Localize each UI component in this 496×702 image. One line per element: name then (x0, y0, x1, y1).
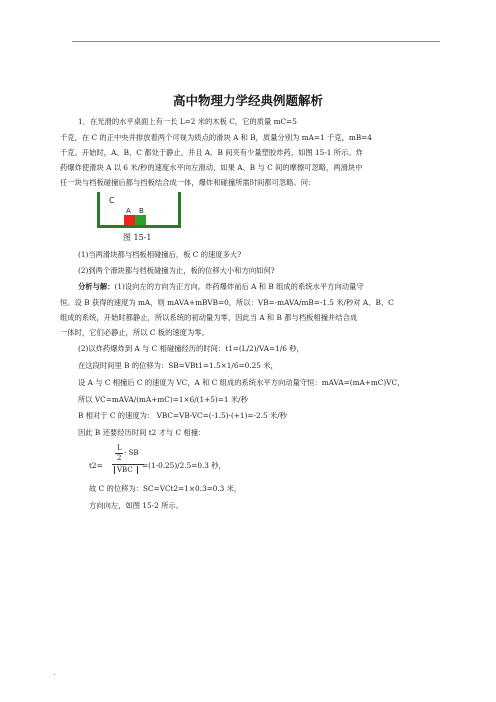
analysis-line-10: 因此 B 还要经历时间 t2 才与 C 相撞： (78, 428, 206, 437)
analysis-line-3: 组成的系统，开始时都静止，所以系统的初动量为零，因此当 A 和 B 都与档板相撞并结合成 (60, 313, 358, 322)
analysis-line-7: 设 A 与 C 相撞后 C 的速度为 VC，A 和 C 组成的系统水平方向动量守恒：mAVA=(mA+mC)VC， (78, 378, 405, 387)
frac-main-bar (112, 464, 144, 465)
frac-denominator: VBC (117, 466, 133, 474)
problem-line-1: 1．在光滑的水平桌面上有一长 L=2 米的木板 C，它的质量 mC=5 (78, 117, 297, 126)
figure-15-1 (97, 190, 187, 234)
footer-mark: . (53, 668, 56, 677)
header-rule (72, 41, 440, 42)
analysis-line-1: 分析与解：(1)设向左的方向为正方向。炸药爆炸前后 A 和 B 组成的系统水平方向动量守 (78, 282, 364, 291)
figure-caption: 图 15-1 (123, 233, 152, 242)
analysis-line-8: 所以 VC=mAVA/(mA+mC)=1×6/(1+5)=1 米/秒 (78, 395, 248, 404)
block-a (124, 215, 135, 225)
analysis-line-9: B 相对于 C 的速度为： VBC=VB-VC=(-1.5)-(+1)=-2.5 米/秒 (78, 411, 287, 420)
board-c (97, 225, 181, 228)
question-2: (2)到两个滑块都与档板碰撞为止，板的位移大小和方向如何? (78, 266, 275, 275)
problem-line-5: 任一块与档板碰撞后都与挡板结合成一体，爆炸和碰撞所需时间都可忽略。问： (60, 178, 316, 187)
left-baffle (97, 192, 100, 228)
problem-line-4: 药爆炸使滑块 A 以 6 米/秒的速度水平向左滑动，如果 A、B 与 C 间的摩擦可忽略，两滑块中 (60, 163, 363, 172)
problem-line-3: 千克。开始时，A、B、C 都处于静止，并且 A、B 间夹有少量塑胶炸药，如图 15-1 所示。炸 (60, 148, 363, 157)
label-c: C (109, 196, 115, 205)
frac-numerator-rest: - SB (124, 449, 139, 457)
frac-half-numerator: L (117, 444, 122, 452)
analysis-line-6: 在这段时间里 B 的位移为：SB=VBt1=1.5×1/6=0.25 米， (78, 361, 278, 370)
label-b: B (139, 207, 144, 215)
analysis-line-12: 故 C 的位移为：SC=VCt2=1×0.3=0.3 米， (89, 484, 242, 493)
label-a: A (126, 207, 131, 215)
analysis-line-5: (2)以炸药爆炸到 A 与 C 相碰撞经历的时间：t1=(L/2)/VA=1/6 秒， (78, 344, 304, 353)
analysis-line-4: 一体时，它们必静止，所以 C 板的速度为零。 (60, 328, 209, 337)
block-b (135, 215, 146, 225)
page-title: 高中物理力学经典例题解析 (172, 93, 323, 108)
frac-half-denominator: 2 (117, 454, 122, 462)
analysis-heading: 分析与解： (78, 282, 115, 291)
analysis-line-2: 恒。设 B 获得的速度为 mA，则 mAVA+mBVB=0，所以：VB=-mAVA/mB=-1.5 米/秒对 A、B、C (60, 298, 394, 307)
t2-suffix: =(1-0.25)/2.5=0.3 秒， (142, 461, 226, 470)
right-baffle (178, 192, 181, 228)
analysis-line-13: 方向向左，如图 15-2 所示。 (89, 501, 183, 510)
t2-prefix: t2= (89, 461, 103, 470)
problem-line-2: 千克，在 C 的正中央并排放着两个可视为质点的滑块 A 和 B，质量分别为 mA=1 千克，mB=4 (60, 133, 372, 142)
question-1: (1)当两滑块都与档板相碰撞后，板 C 的速度多大? (78, 250, 242, 259)
